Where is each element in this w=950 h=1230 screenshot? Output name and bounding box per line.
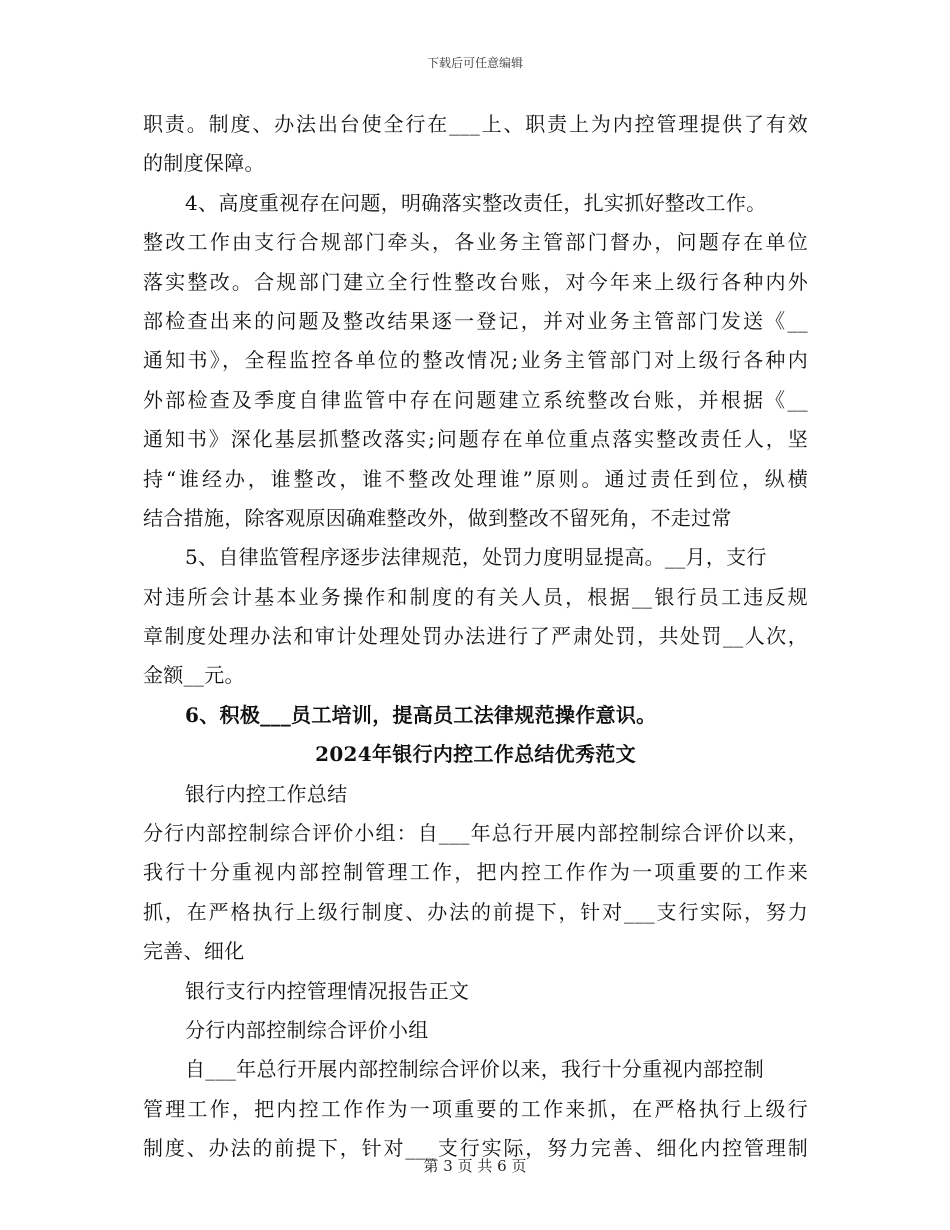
text-line: 我行十分重视内部控制管理工作，把内控工作作为一项重要的工作来 (143, 860, 808, 885)
text-line: 职责。制度、办法出台使全行在___上、职责上为内控管理提供了有效 (143, 112, 808, 136)
text-line: 通知书》，全程监控各单位的整改情况;业务主管部门对上级行各种内 (143, 348, 808, 373)
text-line: 通知书》深化基层抓整改落实;问题存在单位重点落实整改责任人，坚 (143, 427, 808, 452)
text-line: 分行内部控制综合评价小组 (185, 1017, 429, 1042)
text-line: 整改工作由支行合规部门牵头，各业务主管部门督办，问题存在单位 (143, 230, 808, 255)
text-line: 完善、细化 (143, 939, 245, 964)
text-line: 抓，在严格执行上级行制度、办法的前提下，针对___支行实际，努力 (143, 899, 808, 924)
text-line: 制度、办法的前提下，针对___支行实际，努力完善、细化内控管理制 (143, 1136, 808, 1161)
text-line: 持“谁经办，谁整改，谁不整改处理谁”原则。通过责任到位，纵横 (143, 466, 808, 491)
text-line: 4、高度重视存在问题，明确落实整改责任，扎实抓好整改工作。 (185, 190, 767, 215)
text-line: 章制度处理办法和审计处理处罚办法进行了严肃处罚，共处罚__人次， (143, 624, 808, 649)
text-line: 结合措施，除客观原因确难整改外，做到整改不留死角，不走过常 (143, 505, 732, 530)
text-line: 落实整改。合规部门建立全行性整改台账，对今年来上级行各种内外 (143, 269, 808, 294)
text-line: 管理工作，把内控工作作为一项重要的工作来抓，在严格执行上级行 (143, 1096, 808, 1121)
page-footer: 第 3 页 共 6 页 (423, 1157, 527, 1175)
text-line: 分行内部控制综合评价小组：自___年总行开展内部控制综合评价以来， (143, 821, 808, 846)
section-heading: 6、积极___员工培训，提高员工法律规范操作意识。 (185, 702, 657, 727)
text-line: 外部检查及季度自律监管中存在问题建立系统整改台账，并根据《__ (143, 387, 808, 412)
text-line: 银行支行内控管理情况报告正文 (185, 978, 470, 1003)
text-line: 银行内控工作总结 (185, 781, 348, 806)
text-line: 部检查出来的问题及整改结果逐一登记，并对业务主管部门发送《__ (143, 308, 808, 333)
text-line: 自___年总行开展内部控制综合评价以来，我行十分重视内部控制 (185, 1057, 764, 1082)
document-body (143, 105, 808, 1169)
text-line: 5、自律监管程序逐步法律规范，处罚力度明显提高。__月，支行 (185, 545, 767, 570)
document-title: 2024年银行内控工作总结优秀范文 (315, 742, 636, 767)
text-line: 的制度保障。 (143, 151, 265, 176)
page-header: 下载后可任意编辑 (426, 56, 523, 70)
text-line: 对违所会计基本业务操作和制度的有关人员，根据__银行员工违反规 (143, 584, 808, 609)
text-line: 金额__元。 (143, 663, 245, 688)
